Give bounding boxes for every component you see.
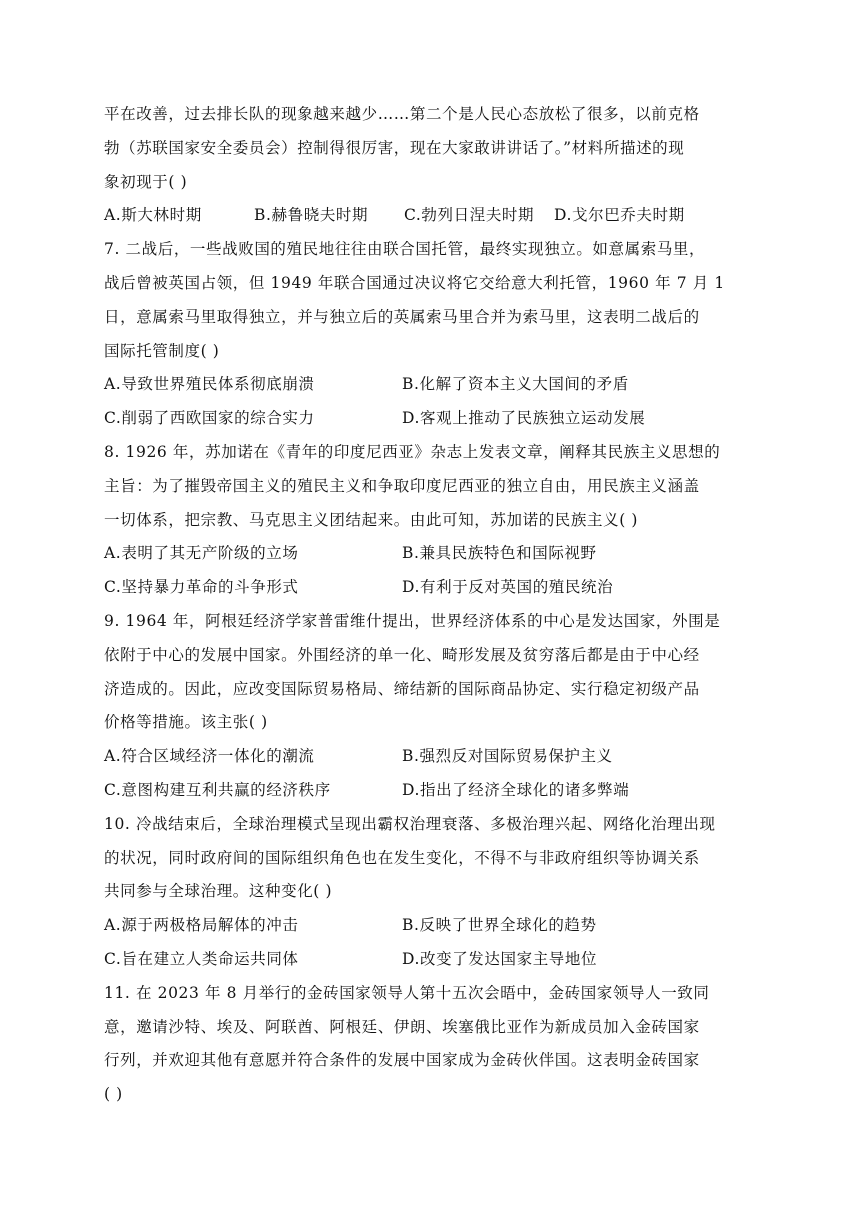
option-a: A.表明了其无产阶级的立场 (104, 544, 299, 563)
option-a: A.源于两极格局解体的冲击 (104, 916, 299, 935)
question-text-line: 一切体系，把宗教、马克思主义团结起来。由此可知，苏加诺的民族主义( ) (104, 510, 639, 529)
option-b: B.兼具民族特色和国际视野 (402, 544, 597, 563)
question-text-line: 日，意属索马里取得独立，并与独立后的英属索马里合并为索马里，这表明二战后的 (104, 307, 700, 326)
question-text-line: 行列，并欢迎其他有意愿并符合条件的发展中国家成为金砖伙伴国。这表明金砖国家 (104, 1051, 700, 1070)
option-d: D.戈尔巴乔夫时期 (554, 206, 685, 225)
option-b: B.强烈反对国际贸易保护主义 (402, 747, 613, 766)
options-row (104, 368, 754, 402)
options-row (104, 199, 754, 233)
question-text-line: 共同参与全球治理。这种变化( ) (104, 882, 333, 901)
option-d: D.客观上推动了民族独立运动发展 (402, 409, 646, 428)
options-row (104, 774, 754, 808)
question-text-line: ( ) (104, 1085, 123, 1104)
option-d: D.改变了发达国家主导地位 (402, 949, 598, 968)
option-c: C.削弱了西欧国家的综合实力 (104, 409, 315, 428)
option-a: A.符合区域经济一体化的潮流 (104, 747, 315, 766)
option-b: B.赫鲁晓夫时期 (254, 206, 369, 225)
question-text-line: 主旨：为了摧毁帝国主义的殖民主义和争取印度尼西亚的独立自由，用民族主义涵盖 (104, 476, 700, 495)
options-row (104, 571, 754, 605)
question-text-line: 平在改善，过去排长队的现象越来越少……第二个是人民心态放松了很多，以前克格 (104, 105, 700, 123)
options-row (104, 537, 754, 571)
question-text-line: 7. 二战后，一些战败国的殖民地往往由联合国托管，最终实现独立。如意属索马里， (104, 240, 706, 259)
question-text-line: 济造成的。因此，应改变国际贸易格局、缔结新的国际商品协定、实行稳定初级产品 (104, 679, 700, 698)
options-row (104, 943, 754, 977)
question-10 (104, 808, 754, 977)
question-11 (104, 977, 754, 1112)
question-9 (104, 605, 754, 808)
question-text-line: 9. 1964 年，阿根廷经济学家普雷维什提出，世界经济体系的中心是发达国家，外围是 (104, 611, 721, 630)
option-a: A.导致世界殖民体系彻底崩溃 (104, 375, 315, 394)
question-7 (104, 233, 754, 436)
question-text-line: 象初现于( ) (104, 172, 188, 191)
options-row (104, 909, 754, 943)
question-text-line: 国际托管制度( ) (104, 341, 220, 360)
question-text-line: 10. 冷战结束后，全球治理模式呈现出霸权治理衰落、多极治理兴起、网络化治理出现 (104, 814, 716, 833)
question-text-line: 价格等措施。该主张( ) (104, 713, 268, 732)
option-b: B.反映了世界全球化的趋势 (402, 916, 597, 935)
question-text-line: 勃（苏联国家安全委员会）控制得很厉害，现在大家敢讲讲话了。”材料所描述的现 (104, 138, 685, 157)
question-text-line: 意，邀请沙特、埃及、阿联酋、阿根廷、伊朗、埃塞俄比亚作为新成员加入金砖国家 (104, 1017, 700, 1036)
option-c: C.勃列日涅夫时期 (404, 206, 535, 225)
option-b: B.化解了资本主义大国间的矛盾 (402, 375, 629, 394)
option-d: D.指出了经济全球化的诸多弊端 (402, 780, 630, 799)
option-c: C.意图构建互利共赢的经济秩序 (104, 780, 331, 799)
option-c: C.坚持暴力革命的斗争形式 (104, 578, 299, 597)
question-text-line: 8. 1926 年，苏加诺在《青年的印度尼西亚》杂志上发表文章，阐释其民族主义思想的 (104, 442, 721, 461)
question-6 (104, 98, 754, 233)
question-text-line: 战后曾被英国占领，但 1949 年联合国通过决议将它交给意大利托管，1960 年 7 月 1 (104, 273, 725, 292)
question-text-line: 11. 在 2023 年 8 月举行的金砖国家领导人第十五次会晤中，金砖国家领导人一致同 (104, 983, 710, 1002)
option-d: D.有利于反对英国的殖民统治 (402, 578, 614, 597)
option-a: A.斯大林时期 (104, 206, 202, 225)
option-c: C.旨在建立人类命运共同体 (104, 949, 299, 968)
question-text-line: 依附于中心的发展中国家。外围经济的单一化、畸形发展及贫穷落后都是由于中心经 (104, 645, 700, 664)
question-text-line: 的状况，同时政府间的国际组织角色也在发生变化，不得不与非政府组织等协调关系 (104, 848, 700, 867)
options-row (104, 740, 754, 774)
document-page (104, 98, 754, 1112)
options-row (104, 402, 754, 436)
question-8 (104, 436, 754, 605)
